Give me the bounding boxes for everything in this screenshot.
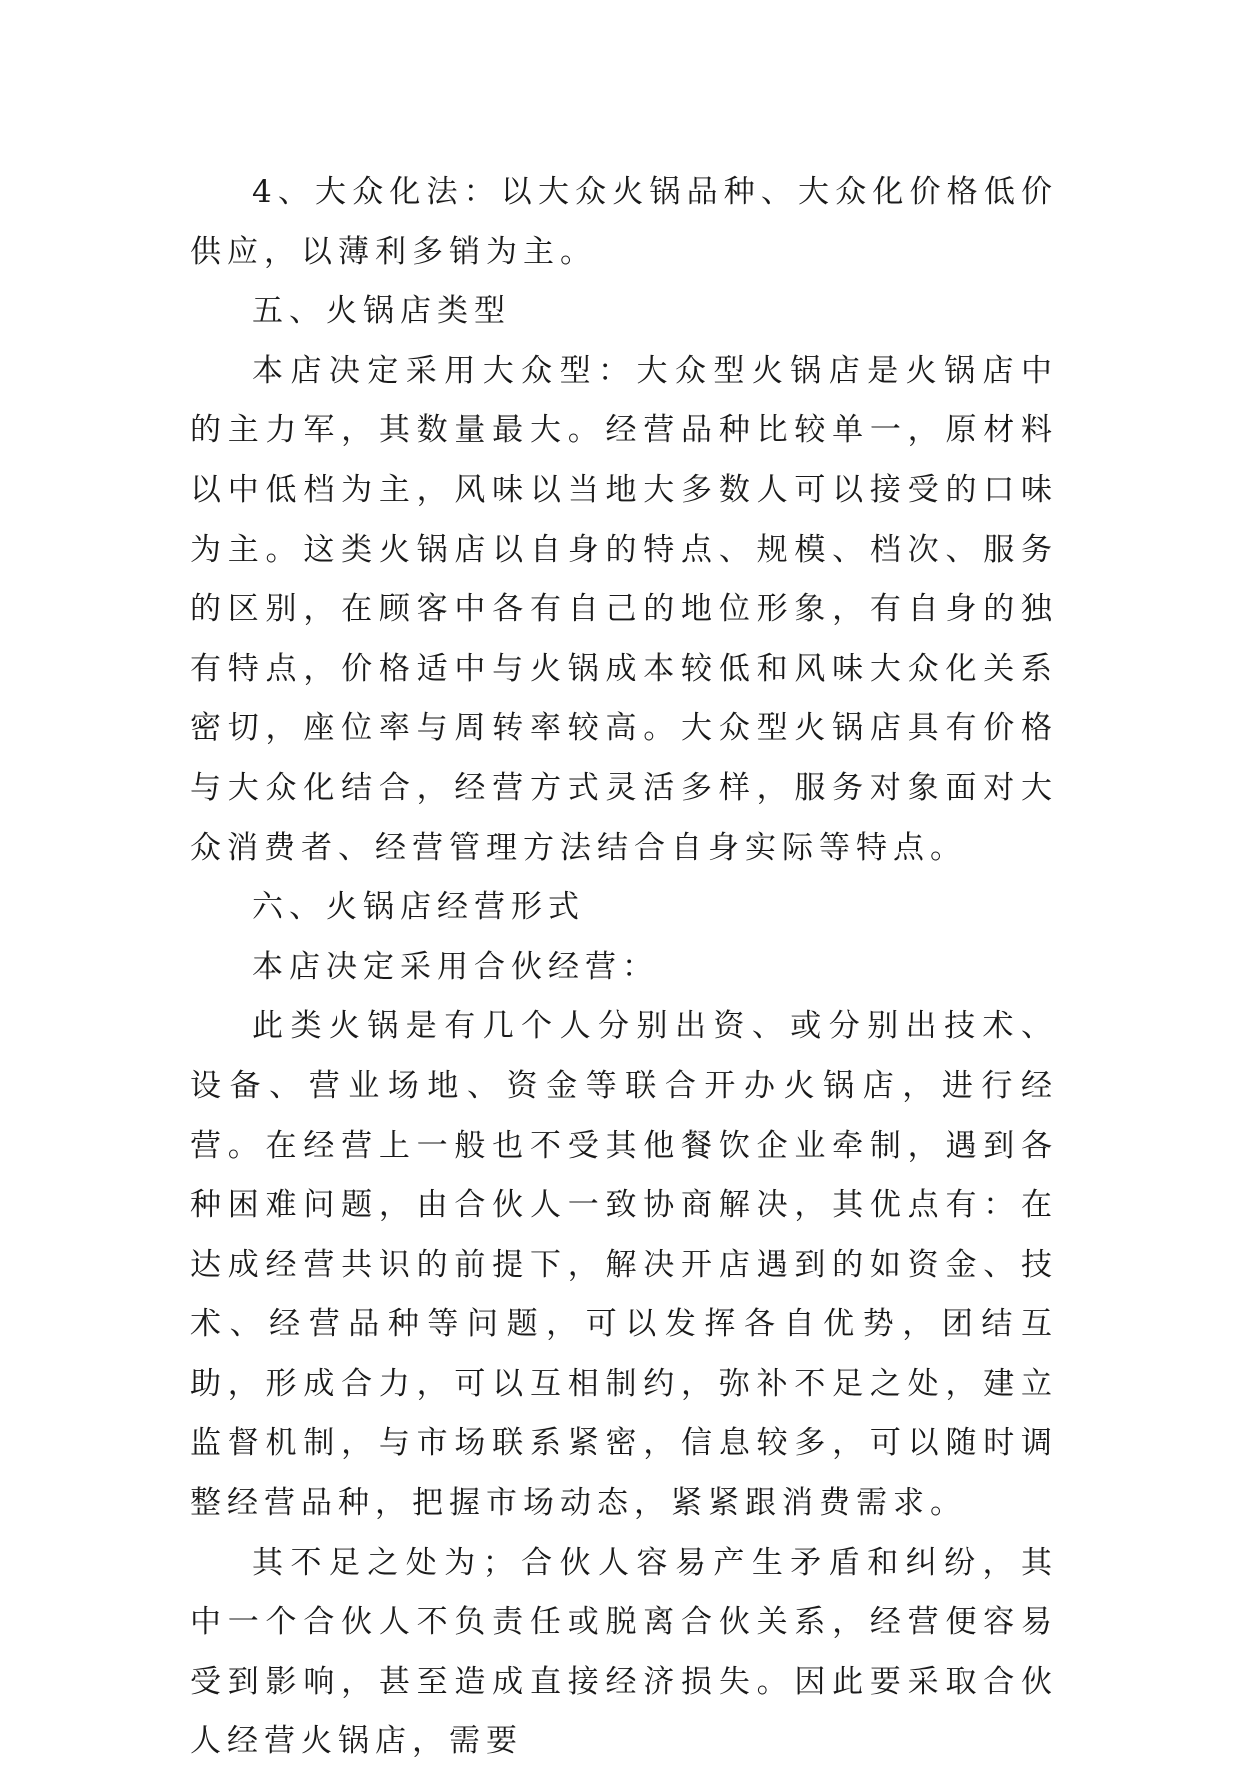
heading-operation-form: 六、火锅店经营形式 — [252, 889, 585, 926]
paragraph-partnership-disadvantages: 其不足之处为；合伙人容易产生矛盾和纠纷，其中一个合伙人不负责任或脱离合伙关系，经营便容易受到影响，甚至造成直接经济损失。因此要采取合伙人经营火锅店，需要 — [190, 1544, 1058, 1760]
paragraph-partnership-advantages: 此类火锅是有几个人分别出资、或分别出技术、设备、营业场地、资金等联合开办火锅店，进行经营。在经营上一般也不受其他餐饮企业牵制，遇到各种困难问题，由合伙人一致协商解决，其优点有：在达成经营共识的前提下，解决开店遇到的如资金、技术、经营品种等问题，可以发挥各自优势，团结互助，形成合力，可以互相制约，弥补不足之处，建立监督机制，与市场联系紧密，信息较多，可以随时调整经营品种，把握市场动态，紧紧跟消费需求。 — [190, 1008, 1058, 1522]
paragraph-partnership-intro: 本店决定采用合伙经营： — [252, 948, 659, 985]
paragraph-store-type-body: 本店决定采用大众型：大众型火锅店是火锅店中的主力军，其数量最大。经营品种比较单一，原材料以中低档为主，风味以当地大多数人可以接受的口味为主。这类火锅店以自身的特点、规模、档次、服务的区别，在顾客中各有自己的地位形象，有自身的独有特点，价格适中与火锅成本较低和风味大众化关系密切，座位率与周转率较高。大众型火锅店具有价格与大众化结合，经营方式灵活多样，服务对象面对大众消费者、经营管理方法结合自身实际等特点。 — [190, 352, 1058, 866]
heading-store-type: 五、火锅店类型 — [252, 293, 511, 330]
paragraph-mass-market-method: 4、大众化法：以大众火锅品种、大众化价格低价供应，以薄利多销为主。 — [190, 174, 1058, 270]
document-body — [190, 163, 1058, 1772]
